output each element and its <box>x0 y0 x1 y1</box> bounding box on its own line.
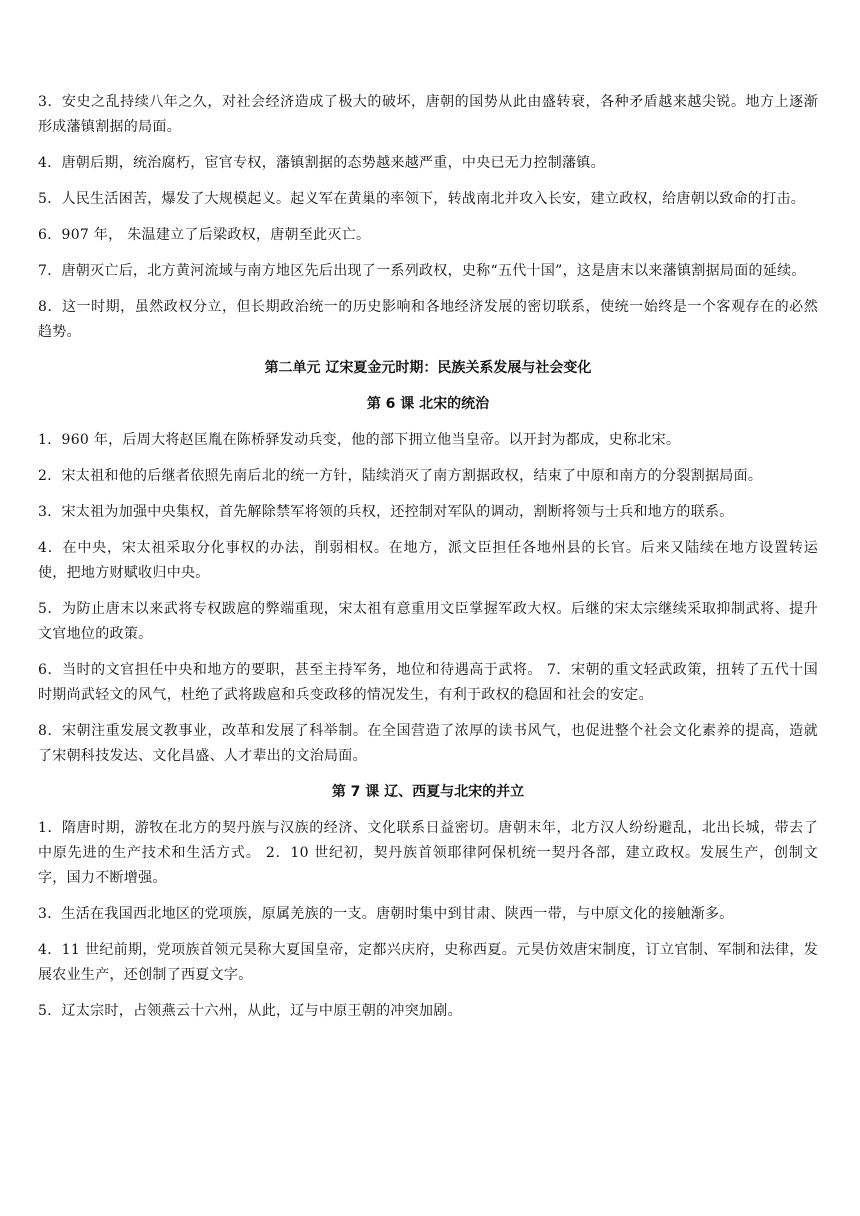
document-page <box>38 90 818 1035</box>
paragraph: 4．在中央，宋太祖采取分化事权的办法，削弱相权。在地方，派文臣担任各地州县的长官。后来又陆续在地方设置转运使，把地方财赋收归中央。 <box>38 540 818 581</box>
paragraph: 5．辽太宗时，占领燕云十六州，从此，辽与中原王朝的冲突加剧。 <box>38 1003 462 1019</box>
intro-section <box>38 90 818 345</box>
paragraph: 2．宋太祖和他的后继者依照先南后北的统一方针，陆续消灭了南方割据政权，结束了中原和南方的分裂割据局面。 <box>38 468 763 484</box>
paragraph: 3．宋太祖为加强中央集权，首先解除禁军将领的兵权，还控制对军队的调动，割断将领与士兵和地方的联系。 <box>38 504 734 520</box>
paragraph: 6．907 年， 朱温建立了后梁政权，唐朝至此灭亡。 <box>38 227 371 243</box>
paragraph: 1．960 年，后周大将赵匡胤在陈桥驿发动兵变，他的部下拥立他当皇帝。以开封为都成，史称北宋。 <box>38 432 681 448</box>
paragraph: 8．宋朝注重发展文教事业，改革和发展了科举制。在全国营造了浓厚的读书风气，也促进整个社会文化素养的提高，造就了宋朝科技发达、文化昌盛、人才辈出的文治局面。 <box>38 723 818 764</box>
paragraph: 8．这一时期，虽然政权分立，但长期政治统一的历史影响和各地经济发展的密切联系，使统一始终是一个客观存在的必然趋势。 <box>38 299 818 340</box>
paragraph: 1．隋唐时期，游牧在北方的契丹族与汉族的经济、文化联系日益密切。唐朝末年，北方汉人纷纷避乱，北出长城，带去了中原先进的生产技术和生活方式。 2．10 世纪初，契丹族首领耶律阿保机统一契丹各部，建立政权。发展生产，创制文字，国力不断增强。 <box>38 820 818 886</box>
lesson-6-section <box>38 392 818 769</box>
paragraph: 4．唐朝后期，统治腐朽，宦官专权，藩镇割据的态势越来越严重，中央已无力控制藩镇。 <box>38 155 605 171</box>
paragraph: 6．当时的文官担任中央和地方的要职，甚至主持军务，地位和待遇高于武将。 7．宋朝的重文轻武政策，扭转了五代十国时期尚武轻文的风气，杜绝了武将跋扈和兵变政移的情况发生，有利于政权的稳固和社会的安定。 <box>38 662 818 703</box>
unit-title: 第二单元 辽宋夏金元时期：民族关系发展与社会变化 <box>264 360 592 376</box>
lesson-title: 第 6 课 北宋的统治 <box>366 396 490 412</box>
paragraph: 4．11 世纪前期，党项族首领元昊称大夏国皇帝，定都兴庆府，史称西夏。元昊仿效唐宋制度，订立官制、军制和法律，发展农业生产，还创制了西夏文字。 <box>38 942 818 983</box>
lesson-7-section <box>38 780 818 1024</box>
paragraph: 5．人民生活困苦，爆发了大规模起义。起义军在黄巢的率领下，转战南北并攻入长安，建立政权，给唐朝以致命的打击。 <box>38 191 806 207</box>
paragraph: 7．唐朝灭亡后，北方黄河流域与南方地区先后出现了一系列政权，史称“五代十国”，这是唐末以来藩镇割据局面的延续。 <box>38 263 806 279</box>
lesson-title: 第 7 课 辽、西夏与北宋的并立 <box>331 784 525 800</box>
paragraph: 3．安史之乱持续八年之久，对社会经济造成了极大的破坏，唐朝的国势从此由盛转衰，各种矛盾越来越尖锐。地方上逐渐形成藩镇割据的局面。 <box>38 94 818 135</box>
paragraph: 5．为防止唐末以来武将专权跋扈的弊端重现，宋太祖有意重用文臣掌握军政大权。后继的宋太宗继续采取抑制武将、提升文官地位的政策。 <box>38 601 818 642</box>
paragraph: 3．生活在我国西北地区的党项族，原属羌族的一支。唐朝时集中到甘肃、陕西一带，与中原文化的接触渐多。 <box>38 906 734 922</box>
